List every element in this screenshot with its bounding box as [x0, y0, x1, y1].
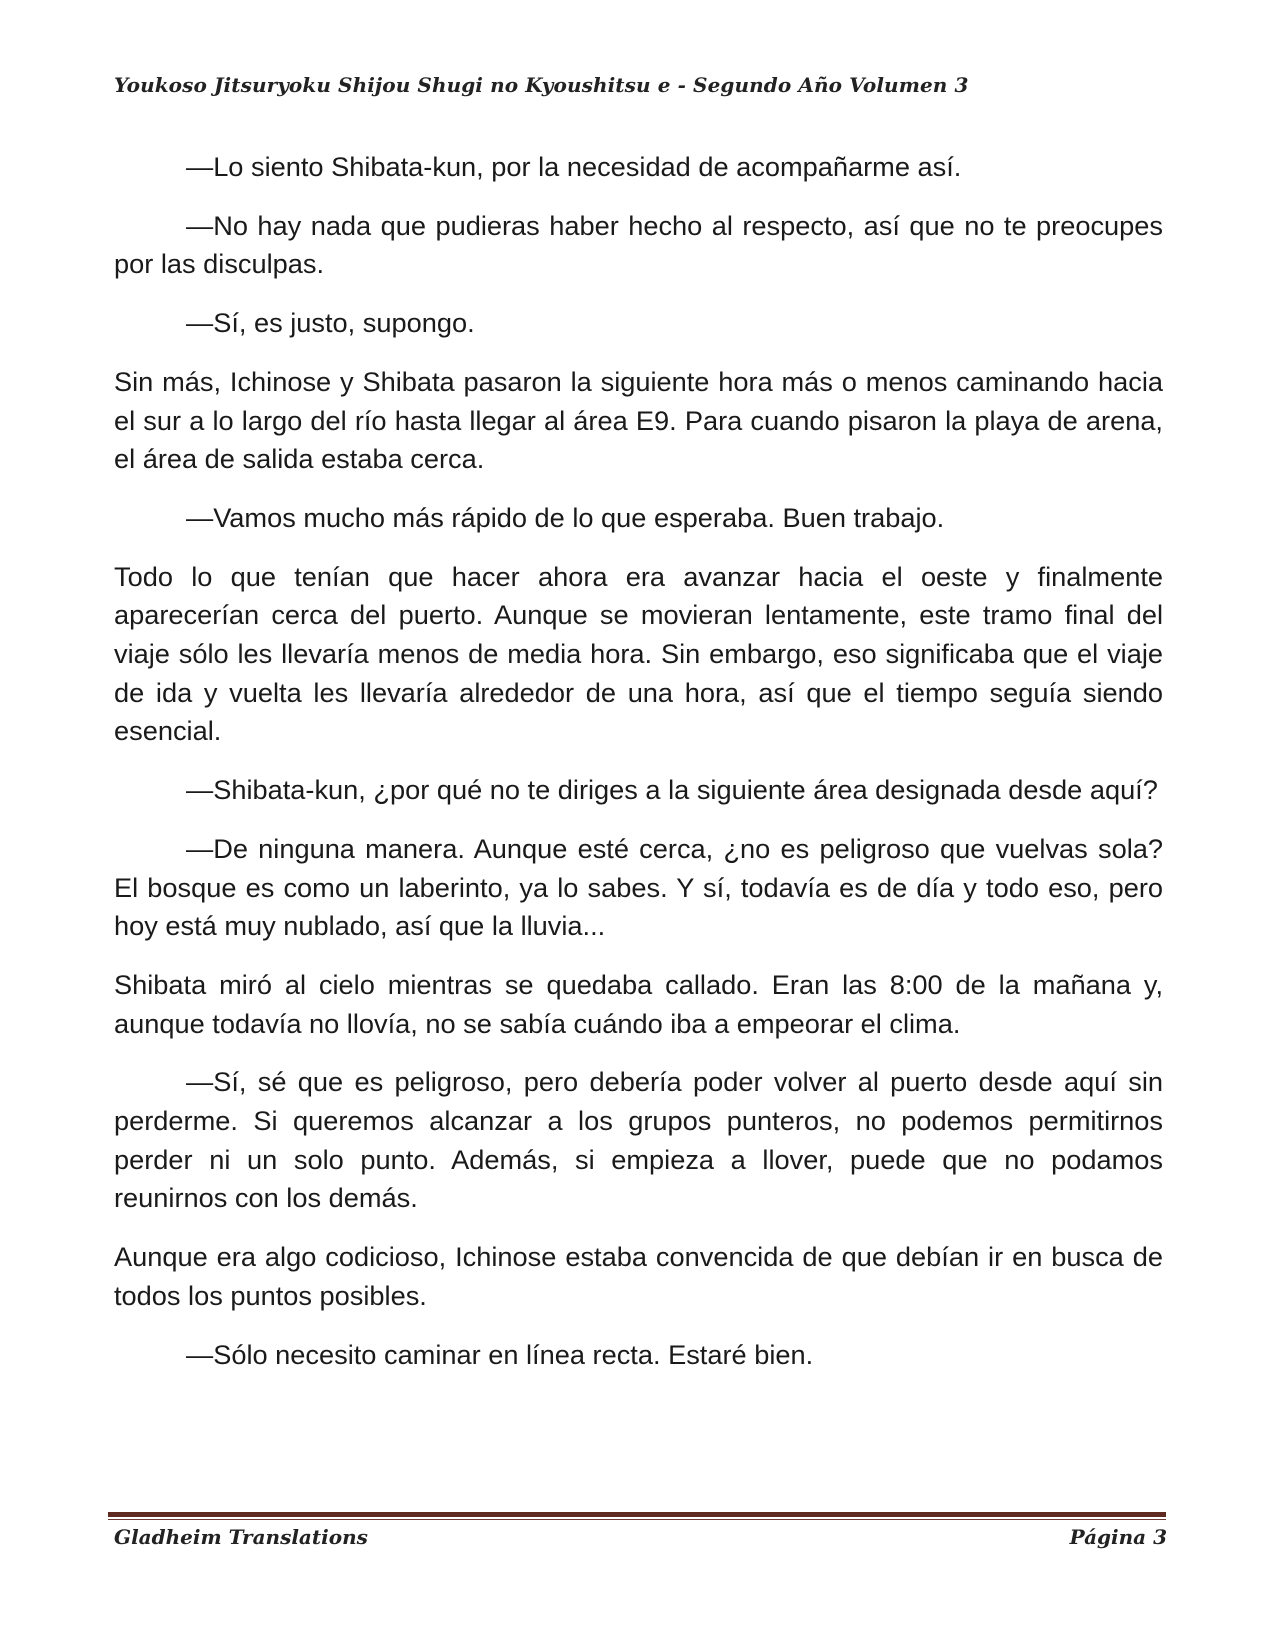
footer-divider	[108, 1512, 1166, 1520]
paragraph-9: Shibata miró al cielo mientras se quedaba callado. Eran las 8:00 de la mañana y, aunque todavía no llovía, no se sabía cuándo iba a empeorar el clima.	[114, 968, 1163, 1039]
paragraph-11: Aunque era algo codicioso, Ichinose estaba convencida de que debían ir en busca de todos los puntos posibles.	[114, 1241, 1163, 1311]
paragraph-5: —Vamos mucho más rápido de lo que esperaba. Buen trabajo.	[186, 501, 945, 533]
paragraph-1: —Lo siento Shibata-kun, por la necesidad de acompañarme así.	[186, 151, 962, 182]
paragraph-2: —No hay nada que pudieras haber hecho al respecto, así que no te preocupes por las disculpas.	[114, 209, 1163, 280]
footer-divider-thin-line	[108, 1519, 1166, 1520]
footer-divider-thick-line	[108, 1512, 1166, 1517]
footer-translator-credit: Gladheim Translations	[114, 1525, 368, 1549]
paragraph-10: —Sí, sé que es peligroso, pero debería poder volver al puerto desde aquí sin perderme. Si queremos alcanzar a los grupos punteros, no podemos permitirnos perder ni un solo punto. Además, si empieza a llover, puede que no podamos reunirnos con los demás.	[114, 1066, 1163, 1214]
paragraph-12: —Sólo necesito caminar en línea recta. Estaré bien.	[186, 1338, 814, 1370]
paragraph-3: —Sí, es justo, supongo.	[186, 307, 475, 339]
footer-page-number: Página 3	[1069, 1525, 1167, 1549]
paragraph-7: —Shibata-kun, ¿por qué no te diriges a la siguiente área designada desde aquí?	[186, 774, 1158, 806]
paragraph-6: Todo lo que tenían que hacer ahora era avanzar hacia el oeste y finalmente aparecerían cerca del puerto. Aunque se movieran lentamente, este tramo final del viaje sólo les llevaría menos de media hora. Sin embargo, eso significaba que el viaje de ida y vuelta les llevaría alrededor de una hora, así que el tiempo seguía siendo esencial.	[114, 560, 1163, 747]
document-body	[114, 148, 1163, 1374]
paragraph-4: Sin más, Ichinose y Shibata pasaron la siguiente hora más o menos caminando hacia el sur a lo largo del río hasta llegar al área E9. Para cuando pisaron la playa de arena, el área de salida estaba cerca.	[114, 365, 1163, 475]
page-header-title: Youkoso Jitsuryoku Shijou Shugi no Kyoushitsu e - Segundo Año Volumen 3	[114, 73, 969, 97]
paragraph-8: —De ninguna manera. Aunque esté cerca, ¿no es peligroso que vuelvas sola? El bosque es como un laberinto, ya lo sabes. Y sí, todavía es de día y todo eso, pero hoy está muy nublado, así que la lluvia...	[114, 832, 1163, 942]
